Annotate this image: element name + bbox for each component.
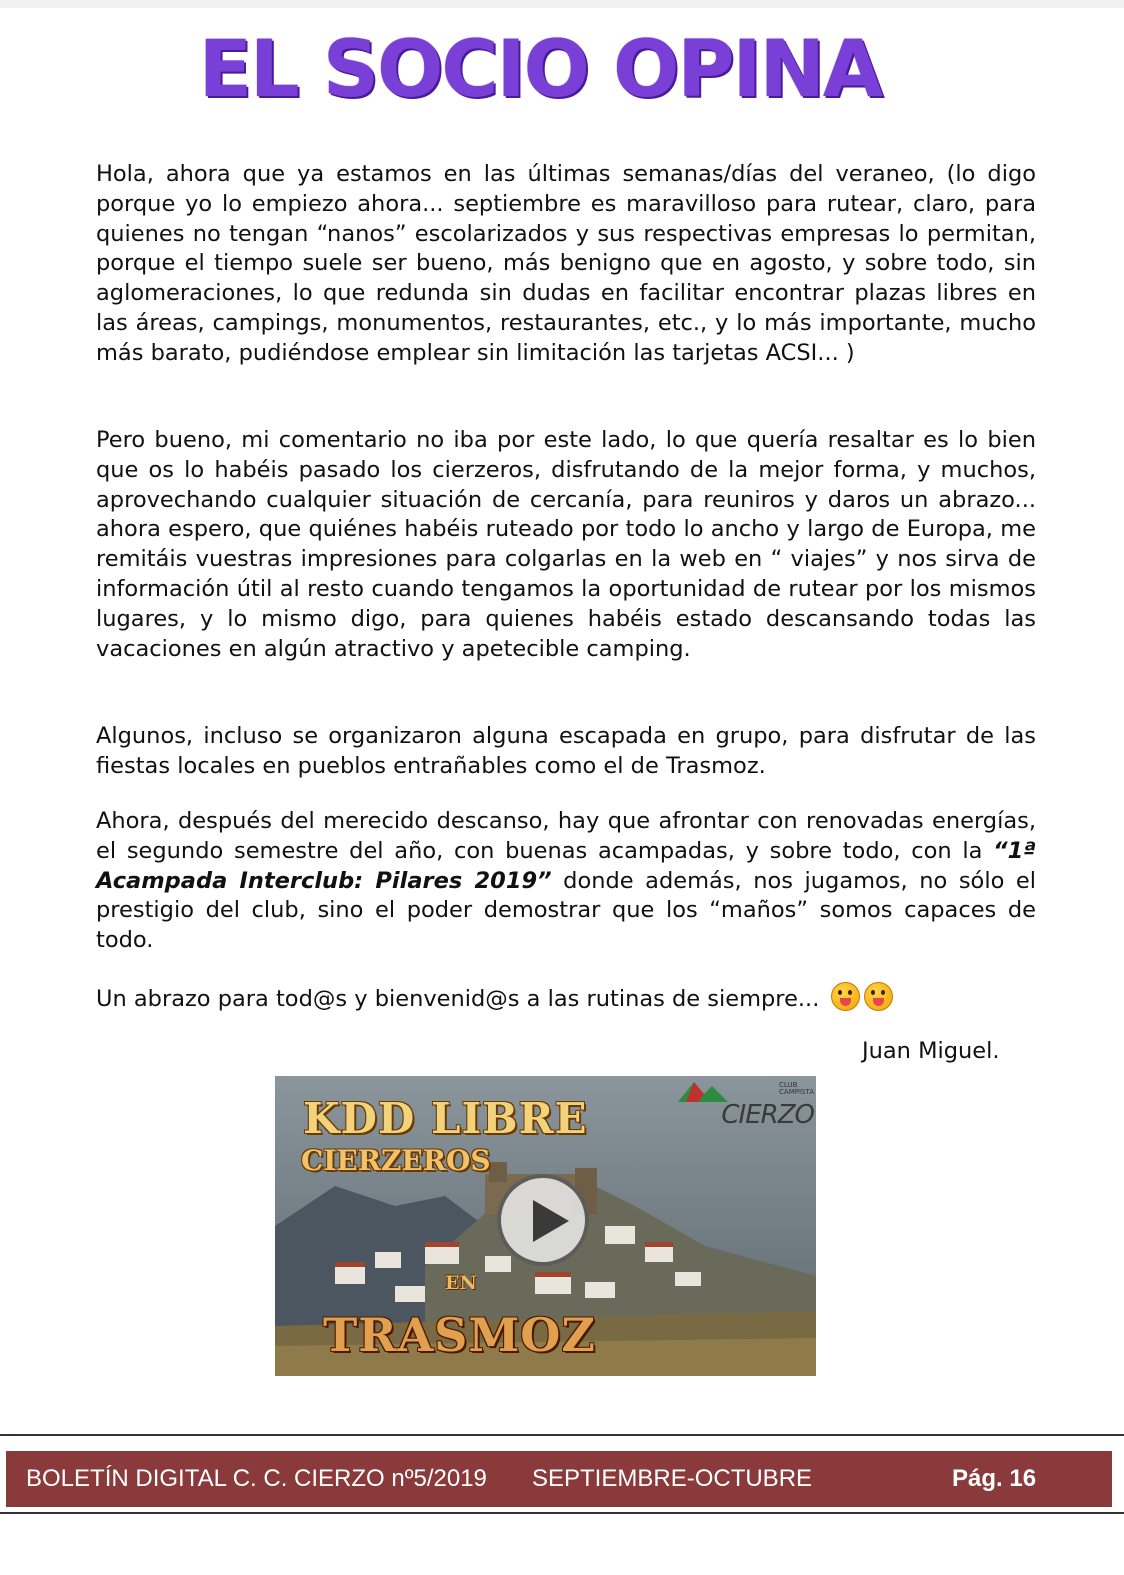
- paragraph-4-start: Ahora, después del merecido descanso, hay que afrontar con renovadas energías, el segundo semestre del año, con buenas acampadas, y sobre todo, con la: [96, 808, 1036, 864]
- paragraph-2: [96, 426, 1036, 664]
- video-thumbnail[interactable]: [275, 1076, 816, 1376]
- paragraph-3-text: Algunos, incluso se organizaron alguna escapada en grupo, para disfrutar de las fiestas locales en pueblos entrañables como el de Trasmoz.: [96, 723, 1036, 779]
- paragraph-1: [96, 160, 1036, 369]
- paragraph-4-text: [96, 807, 1036, 956]
- video-title-line-2: CIERZEROS: [301, 1144, 491, 1177]
- closing-text: Un abrazo para tod@s y bienvenid@s a las rutinas de siempre...: [96, 986, 820, 1012]
- paragraph-2-text: Pero bueno, mi comentario no iba por este lado, lo que quería resaltar es lo bien que os lo habéis pasado los cierzeros, disfrutando de la mejor forma, y muchos, aprovechando cualquier situación de cercanía, para reuniros y daros un abrazo... ahora espero, que quiénes habéis ruteado por todo lo ancho y largo de Europa, me remitáis vuestras impresiones para colgarlas en la web en “ viajes” y nos sirva de información útil al resto cuando tengamos la oportunidad de rutear por los mismos lugares, y lo mismo digo, para quienes habéis estado descansando todas las vacaciones en algún atractivo y apetecible camping.: [96, 427, 1036, 662]
- footer-rule-bottom: [0, 1512, 1124, 1514]
- paragraph-5-text: [96, 982, 1036, 1015]
- club-small-label: CLUB CAMPISTA: [779, 1081, 814, 1096]
- video-title-line-4: TRASMOZ: [323, 1308, 596, 1362]
- paragraph-1-text: Hola, ahora que ya estamos en las últimas semanas/días del veraneo, (lo digo porque yo lo empiezo ahora... septiembre es maravilloso para rutear, claro, para quienes no tengan “nanos” escolarizados y sus respectivas empresas lo permitan, porque el tiempo suele ser bueno, más benigno que en agosto, y sobre todo, sin aglomeraciones, lo que redunda sin dudas en facilitar encontrar plazas libres en las áreas, campings, monumentos, restaurantes, etc., y lo más importante, mucho más barato, pudiéndose emplear sin limitación las tarjetas ACSI... ): [96, 161, 1036, 366]
- tongue-face-emoji-icon: [864, 982, 893, 1011]
- paragraph-4-end: donde además, nos jugamos, no sólo el prestigio del club, sino el poder demostrar que los “maños” somos capaces de todo.: [96, 867, 1036, 954]
- event-name: “1ª Acampada Interclub: Pilares 2019”: [96, 837, 1036, 894]
- top-bar: [0, 0, 1124, 8]
- page-title: EL SOCIO OPINA: [198, 25, 882, 115]
- video-title-line-3: EN: [445, 1272, 477, 1294]
- footer-publication: BOLETÍN DIGITAL C. C. CIERZO nº5/2019: [26, 1465, 487, 1492]
- signature: Juan Miguel.: [862, 1038, 1000, 1064]
- club-name: CIERZO: [721, 1100, 814, 1130]
- footer-period: SEPTIEMBRE-OCTUBRE: [532, 1465, 813, 1492]
- page-number: Pág. 16: [952, 1465, 1037, 1492]
- paragraph-5: [96, 982, 1036, 1015]
- footer-bar: [6, 1451, 1112, 1507]
- club-logo: [674, 1076, 814, 1132]
- footer-rule-top: [0, 1434, 1124, 1436]
- play-icon[interactable]: [497, 1174, 589, 1266]
- paragraph-3: [96, 722, 1036, 782]
- paragraph-4: [96, 807, 1036, 956]
- tongue-face-emoji-icon: [831, 982, 860, 1011]
- video-title-line-1: KDD LIBRE: [303, 1094, 588, 1143]
